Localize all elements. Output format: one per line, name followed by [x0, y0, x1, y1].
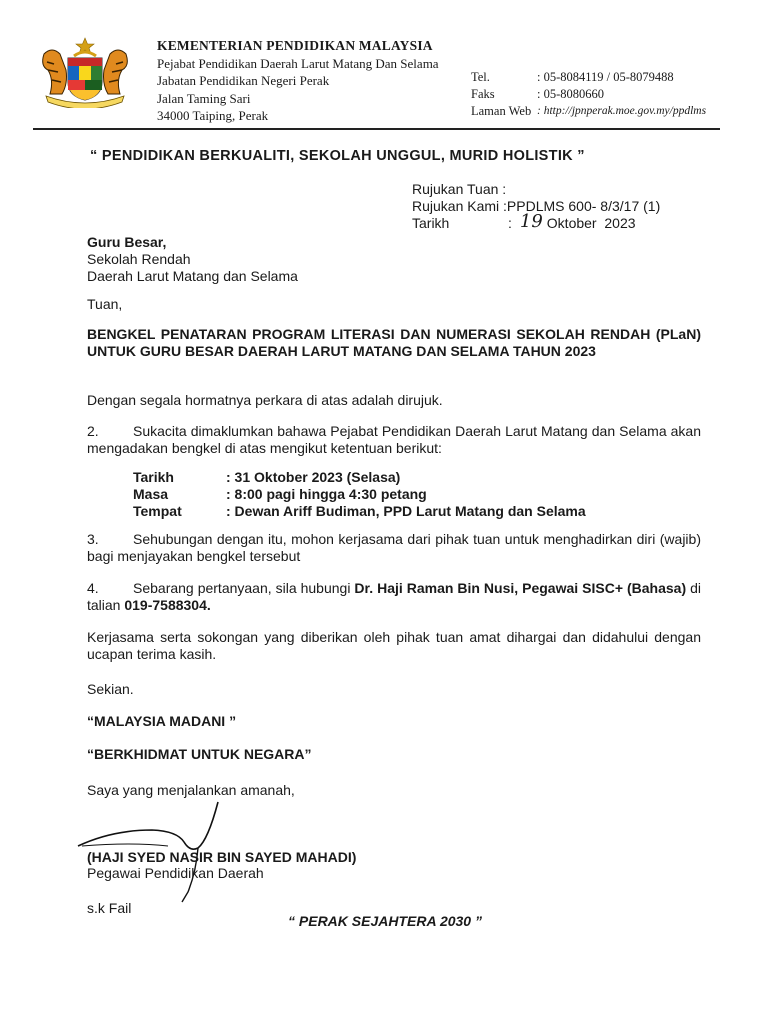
our-reference: Rujukan Kami :PPDLMS 600- 8/3/17 (1) — [412, 198, 661, 214]
malaysia-coat-of-arms-icon — [30, 36, 140, 108]
contact-label: Faks — [471, 87, 495, 101]
recipient-line: Sekolah Rendah — [87, 251, 191, 267]
contact-value: : 05-8080660 — [537, 87, 605, 101]
detail-row — [133, 503, 586, 520]
letterhead — [157, 37, 439, 125]
paragraph-4 — [87, 580, 701, 614]
recipient-block — [87, 234, 298, 285]
paragraph-text: Sukacita dimaklumkan bahawa Pejabat Pendidikan Daerah Larut Matang dan Selama akan mengadakan bengkel di atas mengikut ketentuan berikut: — [87, 423, 701, 456]
address-line: Jabatan Pendidikan Negeri Perak — [157, 73, 330, 88]
header-divider — [33, 128, 720, 130]
paragraph-number: 3. — [87, 531, 99, 547]
paragraph-text: di talian — [87, 580, 701, 613]
event-details — [133, 469, 586, 520]
signoff-text: Saya yang menjalankan amanah, — [87, 782, 295, 798]
recipient-line: Daerah Larut Matang dan Selama — [87, 268, 298, 284]
detail-value: : Dewan Ariff Budiman, PPD Larut Matang dan Selama — [226, 503, 586, 519]
subject-heading: BENGKEL PENATARAN PROGRAM LITERASI DAN NUMERASI SEKOLAH RENDAH (PLaN) UNTUK GURU BESAR DAERAH LARUT MATANG DAN SELAMA TAHUN 2023 — [87, 326, 701, 359]
contact-fax — [471, 86, 706, 103]
contact-person: Dr. Haji Raman Bin Nusi, Pegawai SISC+ (Bahasa) — [354, 580, 687, 596]
contact-label: Laman Web — [471, 104, 532, 118]
detail-row — [133, 469, 586, 486]
date-month-year: Oktober 2023 — [546, 215, 636, 231]
address-line: 34000 Taiping, Perak — [157, 108, 269, 123]
contact-label: Tel. — [471, 70, 490, 84]
date-separator: : — [508, 215, 512, 231]
letter-date — [412, 211, 660, 232]
detail-label: Masa — [133, 486, 169, 502]
contact-phone: 019-7588304. — [124, 597, 211, 613]
paragraph-2 — [87, 423, 701, 457]
salutation: Tuan, — [87, 296, 123, 312]
intro-paragraph: Dengan segala hormatnya perkara di atas adalah dirujuk. — [87, 392, 443, 408]
slogan-berkhidmat: “BERKHIDMAT UNTUK NEGARA” — [87, 746, 312, 762]
paragraph-number: 2. — [87, 423, 99, 439]
detail-label: Tempat — [133, 503, 182, 519]
sekian-text: Sekian. — [87, 681, 134, 697]
paragraph-number: 4. — [87, 580, 99, 596]
detail-label: Tarikh — [133, 469, 174, 485]
ministry-name: KEMENTERIAN PENDIDIKAN MALAYSIA — [157, 38, 433, 53]
handwritten-day: 19 — [519, 211, 543, 232]
paragraph-3 — [87, 531, 701, 565]
signatory-name: (HAJI SYED NASIR BIN SAYED MAHADI) — [87, 849, 357, 865]
detail-value: : 31 Oktober 2023 (Selasa) — [226, 469, 401, 485]
education-motto: “ PENDIDIKAN BERKUALITI, SEKOLAH UNGGUL, MURID HOLISTIK ” — [90, 148, 585, 164]
detail-row — [133, 486, 586, 503]
your-reference: Rujukan Tuan : — [412, 181, 507, 197]
contact-web — [471, 103, 706, 120]
detail-value: : 8:00 pagi hingga 4:30 petang — [226, 486, 427, 502]
contact-tel — [471, 69, 706, 86]
date-label: Tarikh — [412, 215, 450, 231]
contact-value: : 05-8084119 / 05-8079488 — [537, 70, 674, 84]
perak-motto: “ PERAK SEJAHTERA 2030 ” — [288, 913, 482, 929]
website-link[interactable]: : http://jpnperak.moe.gov.my/ppdlms — [537, 105, 707, 117]
address-line: Pejabat Pendidikan Daerah Larut Matang Dan Selama — [157, 55, 439, 71]
slogan-malaysia-madani: “MALAYSIA MADANI ” — [87, 713, 237, 729]
cc-file: s.k Fail — [87, 900, 132, 916]
address-line: Jalan Taming Sari — [157, 90, 251, 106]
paragraph-text: Sehubungan dengan itu, mohon kerjasama dari pihak tuan untuk menghadirkan diri (wajib) bagi menjayakan bengkel tersebut — [87, 531, 701, 564]
contact-block — [471, 69, 706, 120]
signatory-position: Pegawai Pendidikan Daerah — [87, 865, 264, 881]
paragraph-text: Sebarang pertanyaan, sila hubungi — [133, 580, 355, 596]
reference-block — [412, 181, 660, 232]
closing-paragraph: Kerjasama serta sokongan yang diberikan oleh pihak tuan amat dihargai dan didahului dengan ucapan terima kasih. — [87, 629, 701, 662]
recipient-title: Guru Besar, — [87, 234, 167, 250]
